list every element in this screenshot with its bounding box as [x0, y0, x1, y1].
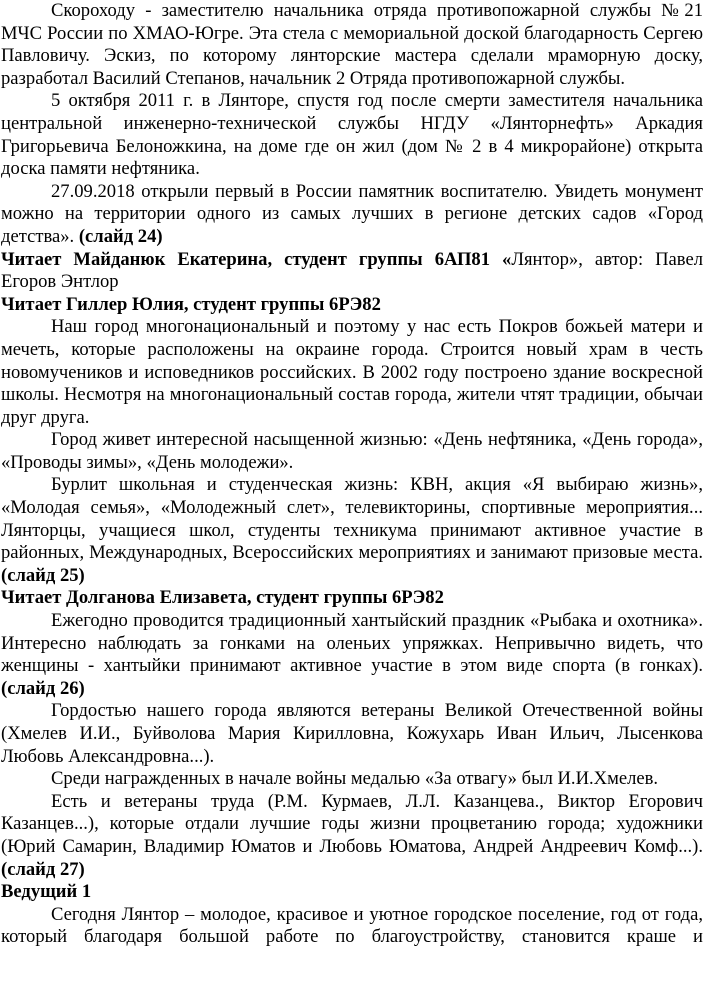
paragraph-6: [1, 316, 703, 429]
paragraph-2-text: 5 октября 2011 г. в Лянторе, спустя год после смерти заместителя начальника центральной инженерно-технической службы НГДУ «Лянторнефть» Аркадия Григорьевича Белоножкина, на доме где он жил (дом № 2 в 4 микрорайоне) открыта доска памяти нефтяника.: [1, 90, 703, 180]
reader-heading-giller: [1, 294, 703, 317]
paragraph-3-text: 27.09.2018 открыли первый в России памятник воспитателю. Увидеть монумент можно на территории одного из самых лучших в регионе детских садов «Город детства».: [1, 180, 703, 247]
host-heading: [1, 881, 703, 904]
paragraph-7-text: Город живет интересной насыщенной жизнью: «День нефтяника, «День города», «Проводы зимы», «День молодежи».: [1, 429, 703, 473]
paragraph-6-text: Наш город многонациональный и поэтому у нас есть Покров божьей матери и мечеть, которые расположены на окраине города. Строится новый храм в честь новомучеников и исповедников российских. В 2002 году построено здание воскресной школы. Несмотря на многонациональный состав города, жители чтят традиции, обычаи друг друга.: [1, 316, 703, 428]
paragraph-13-text: Есть и ветераны труда (Р.М. Курмаев, Л.Л. Казанцева., Виктор Егорович Казанцев...), которые отдали лучшие годы жизни процветанию города; художники (Юрий Самарин, Владимир Юматов и Любовь Юматова, Андрей Андреевич Комф...).: [1, 790, 703, 857]
reader-heading-dolganova-bold: Читает Долганова Елизавета, студент группы 6РЭ82: [1, 587, 444, 609]
slide-ref-26: (слайд 26): [1, 677, 85, 699]
slide-ref-25: (слайд 25): [1, 564, 85, 586]
reader-heading-maydanyuk-bold: Читает Майданюк Екатерина, студент группы 6АП81 «: [1, 248, 512, 270]
paragraph-8: [1, 474, 703, 587]
paragraph-12: [1, 768, 703, 791]
paragraph-10-text: Ежегодно проводится традиционный хантыйский праздник «Рыбака и охотника». Интересно наблюдать за гонками на оленьих упряжках. Непривычно видеть, что женщины - хантыйки принимают активное участие в этом виде спорта (в гонках).: [1, 610, 703, 677]
slide-ref-27: (слайд 27): [1, 858, 85, 880]
slide-ref-24: (слайд 24): [74, 225, 163, 247]
paragraph-12-text: Среди награжденных в начале войны медалью «За отвагу» был И.И.Хмелев.: [51, 768, 659, 790]
paragraph-15: [1, 904, 703, 949]
paragraph-2: [1, 90, 703, 180]
paragraph-11-text: Гордостью нашего города являются ветераны Великой Отечественной войны (Хмелев И.И., Буйволова Мария Кирилловна, Кожухарь Иван Ильич, Лысенкова Любовь Александровна...).: [1, 700, 703, 767]
reader-heading-maydanyuk-text: Лянтор», автор: Павел Егоров Энтлор: [1, 248, 704, 293]
paragraph-13: [1, 791, 703, 881]
paragraph-15-text: Сегодня Лянтор – молодое, красивое и уютное городское поселение, год от года, который благодаря большой работе по благоустройству, становится краше и: [1, 903, 703, 948]
reader-heading-giller-bold: Читает Гиллер Юлия, студент группы 6РЭ82: [1, 293, 381, 315]
paragraph-7: [1, 429, 703, 474]
paragraph-11: [1, 700, 703, 768]
reader-heading-dolganova: [1, 587, 703, 610]
paragraph-1-text: Скороходу - заместителю начальника отряда противопожарной службы №21 МЧС России по ХМАО-Югре. Эта стела с мемориальной доской благодарность Сергею Павловичу. Эскиз, по которому лянторские мастера сделали мраморную доску, разработал Василий Степанов, начальник 2 Отряда противопожарной службы.: [1, 0, 703, 89]
reader-heading-maydanyuk: [1, 249, 703, 294]
paragraph-1: [1, 0, 703, 90]
paragraph-10: [1, 610, 703, 700]
paragraph-8-text: Бурлит школьная и студенческая жизнь: КВН, акция «Я выбираю жизнь», «Молодая семья», «Молодежный слет», телевикторины, спортивные мероприятия... Лянторцы, учащиеся школ, студенты техникума принимают активное участие в районных, Международных, Всероссийских мероприятиях и занимают призовые места.: [1, 474, 703, 564]
paragraph-3: [1, 181, 703, 249]
host-heading-bold: Ведущий 1: [1, 881, 92, 903]
